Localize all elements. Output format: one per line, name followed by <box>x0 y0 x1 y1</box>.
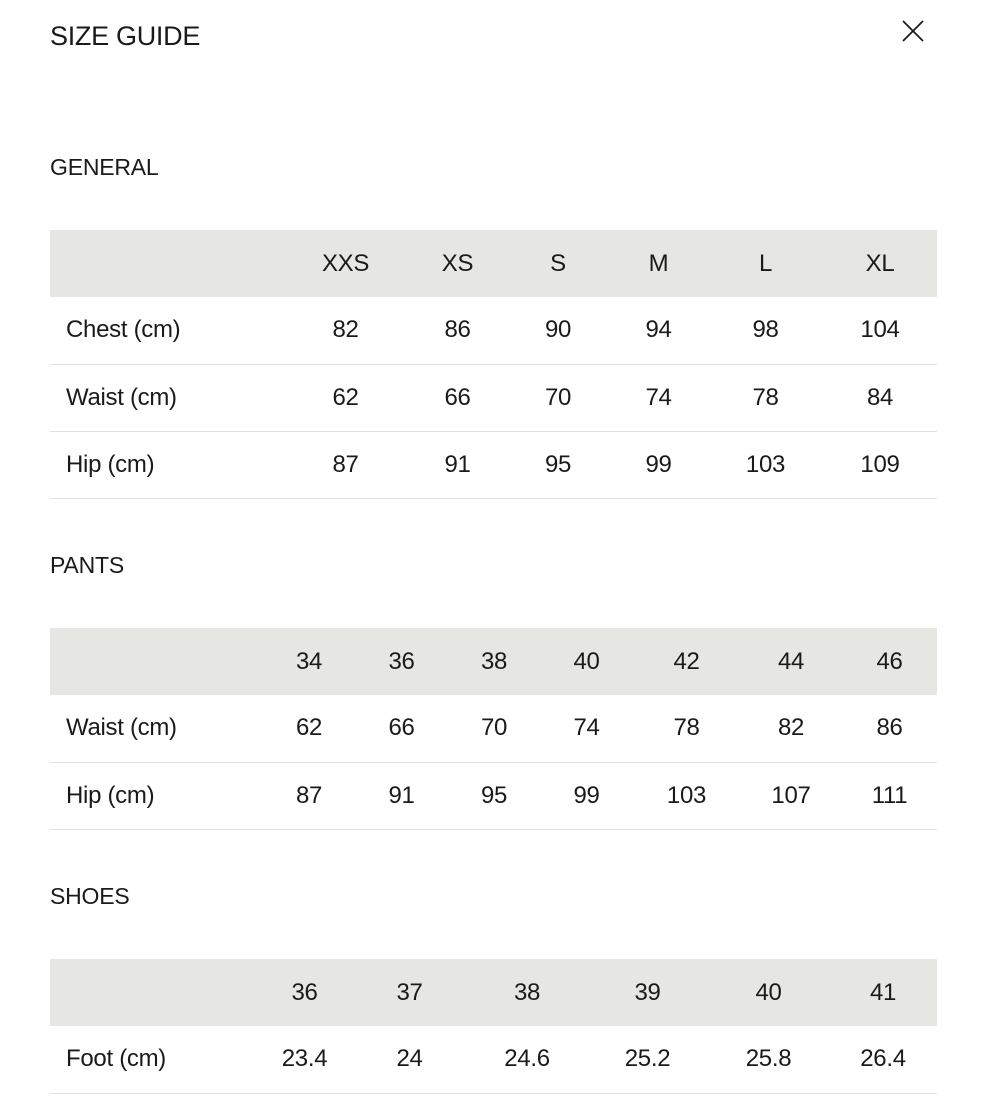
table-cell: 66 <box>444 383 471 411</box>
table-cell: 98 <box>752 316 779 344</box>
table-row <box>50 297 937 364</box>
row-label: Chest (cm) <box>66 316 181 344</box>
table-cell: 74 <box>645 383 672 411</box>
general-size-table <box>50 230 937 499</box>
header-cell: M <box>648 249 669 277</box>
header-cell: XS <box>441 249 474 277</box>
header-cell <box>50 959 257 1026</box>
table-cell: 109 <box>860 450 900 478</box>
header-cell: 41 <box>869 978 897 1006</box>
table-cell: 103 <box>666 781 707 809</box>
table-cell: 62 <box>295 714 323 742</box>
table-cell: 99 <box>645 450 672 478</box>
row-label: Hip (cm) <box>66 450 155 478</box>
shoes-section <box>50 881 937 1094</box>
header-cell: XXS <box>321 249 370 277</box>
table-header-row <box>50 230 937 297</box>
header-cell: 44 <box>777 647 805 675</box>
table-cell: 95 <box>544 450 572 478</box>
header-cell: 34 <box>295 647 323 675</box>
table-cell: 99 <box>573 781 600 809</box>
table-cell: 26.4 <box>860 1045 906 1073</box>
pants-size-table <box>50 628 937 830</box>
table-cell: 25.2 <box>624 1045 671 1073</box>
table-row <box>50 1026 937 1093</box>
table-cell: 91 <box>444 450 471 478</box>
table-cell: 86 <box>444 316 471 344</box>
table-cell: 87 <box>295 781 323 809</box>
header-cell: 38 <box>480 647 508 675</box>
modal-title: SIZE GUIDE <box>50 21 201 51</box>
table-cell: 78 <box>673 714 700 742</box>
table-cell: 78 <box>752 383 779 411</box>
table-cell: 70 <box>480 714 508 742</box>
table-cell: 82 <box>332 316 359 344</box>
table-cell: 84 <box>866 383 894 411</box>
header-cell: 40 <box>755 978 782 1006</box>
table-cell: 74 <box>573 714 600 742</box>
shoes-size-table <box>50 959 937 1094</box>
table-row <box>50 431 937 498</box>
table-cell: 87 <box>332 450 359 478</box>
table-row <box>50 364 937 431</box>
section-title-shoes: SHOES <box>50 883 130 909</box>
row-label: Waist (cm) <box>66 383 177 411</box>
header-cell: 38 <box>513 978 541 1006</box>
table-cell: 70 <box>544 383 572 411</box>
header-cell: 42 <box>673 647 700 675</box>
table-cell: 24 <box>396 1045 423 1073</box>
header-cell: S <box>550 249 566 277</box>
close-icon <box>896 14 930 48</box>
section-title-pants: PANTS <box>50 552 124 578</box>
general-section <box>50 152 937 499</box>
table-header-row <box>50 628 937 695</box>
header-cell: 46 <box>876 647 903 675</box>
table-cell: 90 <box>544 316 572 344</box>
table-cell: 95 <box>480 781 508 809</box>
table-cell: 91 <box>388 781 415 809</box>
table-cell: 111 <box>871 781 908 809</box>
table-cell: 24.6 <box>504 1045 550 1073</box>
header-cell: 36 <box>388 647 415 675</box>
row-label: Waist (cm) <box>66 714 177 742</box>
header-cell: L <box>758 249 773 277</box>
table-cell: 107 <box>771 781 811 809</box>
header-cell: 36 <box>291 978 318 1006</box>
table-cell: 86 <box>876 714 903 742</box>
header-cell <box>50 230 283 297</box>
header-cell <box>50 628 263 695</box>
table-cell: 104 <box>860 316 900 344</box>
header-cell: 39 <box>634 978 661 1006</box>
header-cell: XL <box>865 249 895 277</box>
table-row <box>50 762 937 829</box>
table-cell: 62 <box>332 383 359 411</box>
table-cell: 66 <box>388 714 415 742</box>
table-cell: 23.4 <box>281 1045 328 1073</box>
table-cell: 103 <box>745 450 786 478</box>
table-row <box>50 695 937 762</box>
table-cell: 82 <box>777 714 805 742</box>
close-button[interactable] <box>896 14 930 48</box>
table-cell: 94 <box>645 316 672 344</box>
table-cell: 25.8 <box>745 1045 792 1073</box>
section-title-general: GENERAL <box>50 154 159 180</box>
header-cell: 37 <box>396 978 423 1006</box>
pants-section <box>50 550 937 830</box>
row-label: Foot (cm) <box>66 1045 166 1073</box>
table-header-row <box>50 959 937 1026</box>
header-cell: 40 <box>573 647 600 675</box>
row-label: Hip (cm) <box>66 781 155 809</box>
